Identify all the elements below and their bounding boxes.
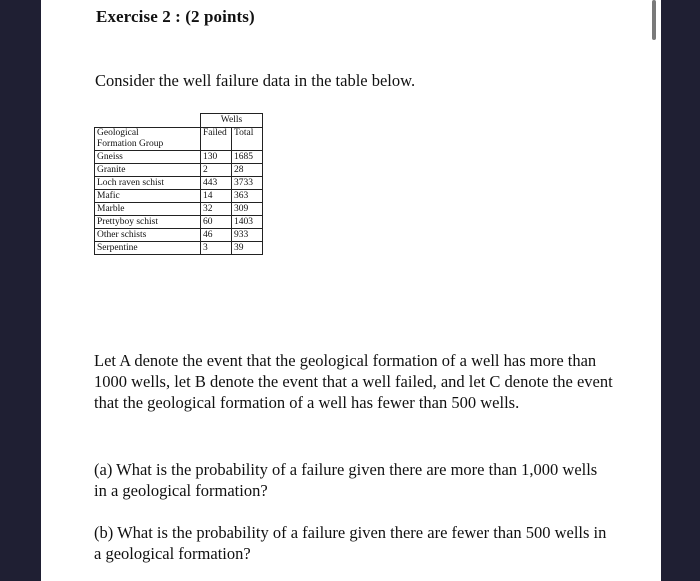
group-cell: Gneiss [95,151,201,164]
group-cell: Loch raven schist [95,177,201,190]
question-b: (b) What is the probability of a failure given there are fewer than 500 wells in a geological formation? [94,523,607,563]
total-cell: 933 [232,229,263,242]
intro-text: Consider the well failure data in the table below. [95,71,416,90]
events-definition-paragraph: Let A denote the event that the geological formation of a well has more than 1000 wells, let B denote the event that a well failed, and let C denote the event that the geological formation of a well has fewer than 500 wells. [94,351,613,412]
group-cell: Other schists [95,229,201,242]
group-cell: Granite [95,164,201,177]
well-failure-table [94,113,263,255]
table-row [95,164,263,177]
failed-cell: 443 [201,177,232,190]
group-cell: Serpentine [95,242,201,255]
group-header-line1: Geological [97,128,139,138]
total-cell: 1403 [232,216,263,229]
failed-cell: 32 [201,203,232,216]
table-row [95,216,263,229]
table-row [95,242,263,255]
group-header [95,128,201,151]
table-row [95,203,263,216]
group-cell: Prettyboy schist [95,216,201,229]
failed-cell: 60 [201,216,232,229]
total-cell: 28 [232,164,263,177]
exercise-title: Exercise 2 : (2 points) [96,7,255,26]
table-header-row-2 [95,128,263,151]
group-cell: Marble [95,203,201,216]
group-header-line2: Formation Group [97,139,164,149]
total-cell: 1685 [232,151,263,164]
document-page [41,0,661,581]
failed-cell: 130 [201,151,232,164]
question-a: (a) What is the probability of a failure given there are more than 1,000 wells in a geological formation? [94,460,598,500]
total-header: Total [232,128,263,151]
failed-cell: 46 [201,229,232,242]
total-cell: 3733 [232,177,263,190]
table-row [95,229,263,242]
failed-cell: 14 [201,190,232,203]
failed-cell: 2 [201,164,232,177]
table-row [95,151,263,164]
wells-header: Wells [201,114,263,128]
table-row [95,177,263,190]
total-cell: 309 [232,203,263,216]
total-cell: 363 [232,190,263,203]
failed-cell: 3 [201,242,232,255]
table-header-row-1 [95,114,263,128]
table-row [95,190,263,203]
scrollbar[interactable] [652,0,656,40]
group-cell: Mafic [95,190,201,203]
failed-header: Failed [201,128,232,151]
total-cell: 39 [232,242,263,255]
